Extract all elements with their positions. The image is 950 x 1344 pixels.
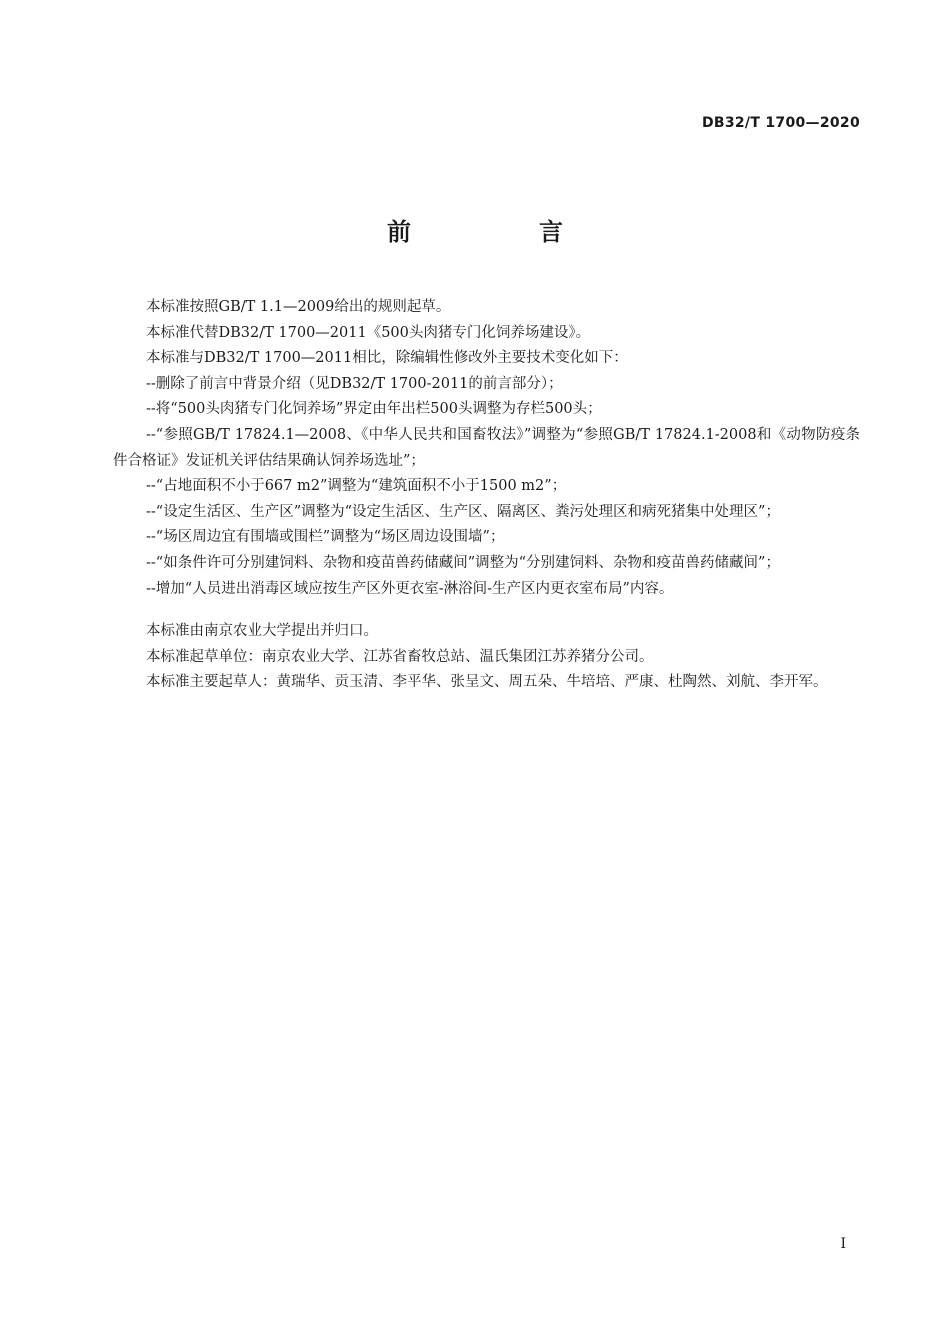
- paragraph-drafting-units: 本标准起草单位：南京农业大学、江苏省畜牧总站、温氏集团江苏养猪分公司。: [146, 648, 654, 665]
- change-item: --删除了前言中背景介绍（见DB32/T 1700-2011的前言部分）；: [146, 375, 563, 392]
- foreword-body: [113, 295, 860, 696]
- page-number: I: [840, 1236, 846, 1252]
- page-title: 前 言: [387, 218, 615, 246]
- change-item: --增加“人员进出消毒区域应按生产区外更衣室-淋浴间-生产区内更衣室布局”内容。: [146, 580, 674, 597]
- change-item: --“设定生活区、生产区”调整为“设定生活区、生产区、隔离区、粪污处理区和病死猪集中处理区”；: [146, 503, 780, 520]
- paragraph-proposer: 本标准由南京农业大学提出并归口。: [146, 623, 378, 640]
- change-item: --“场区周边宜有围墙或围栏”调整为“场区周边设围墙”；: [146, 529, 505, 546]
- standard-code: DB32/T 1700—2020: [701, 115, 860, 131]
- change-item: --“参照GB/T 17824.1—2008、《中华人民共和国畜牧法》”调整为“参照GB/T 17824.1-2008和《动物防疫条件合格证》发证机关评估结果确认饲养场选址”；: [113, 426, 860, 469]
- change-item: --“占地面积不小于667 m2”调整为“建筑面积不小于1500 m2”；: [146, 478, 567, 495]
- paragraph-drafters: 本标准主要起草人：黄瑞华、贡玉清、李平华、张呈文、周五朵、牛培培、严康、杜陶然、刘航、李开军。: [146, 674, 828, 691]
- change-item: --“如条件许可分别建饲料、杂物和疫苗兽药储藏间”调整为“分别建饲料、杂物和疫苗兽药储藏间”；: [146, 554, 780, 571]
- paragraph-replaces: 本标准代替DB32/T 1700—2011《500头肉猪专门化饲养场建设》。: [146, 324, 591, 341]
- paragraph-drafting-rules: 本标准按照GB/T 1.1—2009给出的规则起草。: [146, 299, 451, 315]
- change-item: --将“500头肉猪专门化饲养场”界定由年出栏500头调整为存栏500头；: [146, 401, 602, 418]
- paragraph-changes-intro: 本标准与DB32/T 1700—2011相比，除编辑性修改外主要技术变化如下：: [146, 350, 628, 367]
